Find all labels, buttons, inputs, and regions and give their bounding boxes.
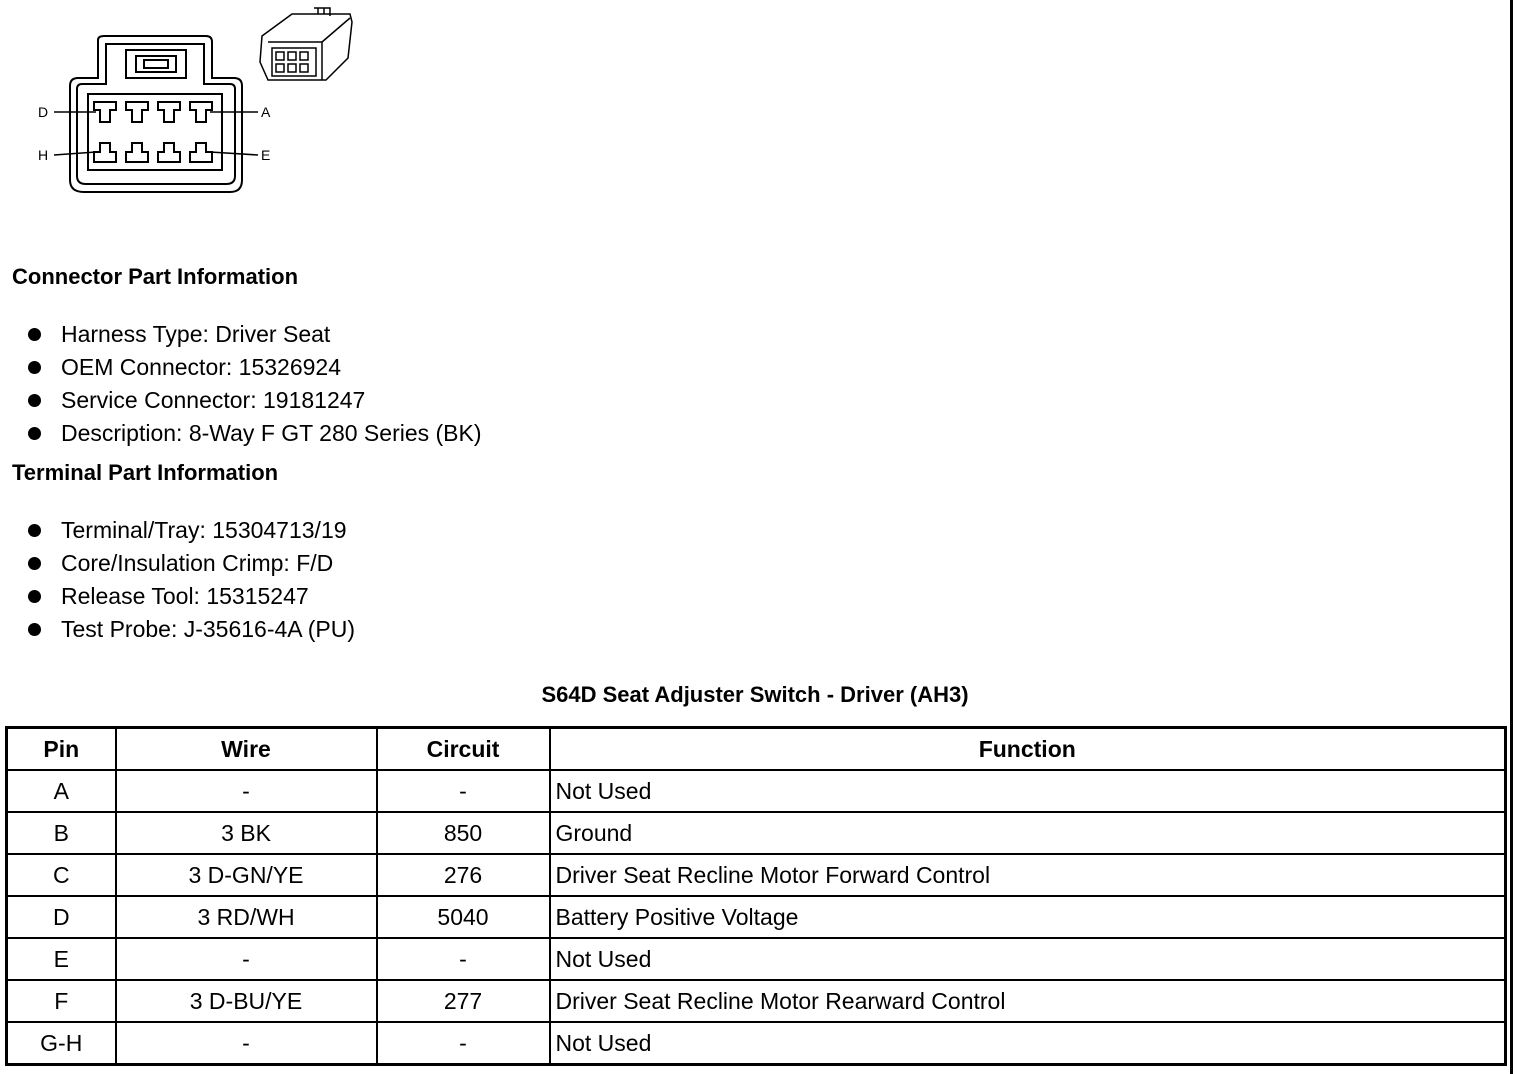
function-cell: Battery Positive Voltage	[550, 896, 1506, 938]
terminal-part-info-list	[28, 514, 355, 646]
terminal-part-info-heading: Terminal Part Information	[12, 460, 279, 485]
function-cell: Driver Seat Recline Motor Rearward Control	[550, 980, 1506, 1022]
connector-3d-icon	[260, 8, 352, 80]
pin-cell: A	[7, 770, 116, 812]
bullet-icon	[28, 590, 41, 603]
wire-cell: 3 D-BU/YE	[116, 980, 377, 1022]
bullet-icon	[28, 427, 41, 440]
bullet-icon	[28, 557, 41, 570]
pin-label-d: D	[38, 104, 49, 120]
function-cell: Not Used	[550, 938, 1506, 980]
pin-label-a: A	[261, 104, 271, 120]
list-item-text: Test Probe: J-35616-4A (PU)	[61, 616, 356, 642]
function-cell: Driver Seat Recline Motor Forward Control	[550, 854, 1506, 896]
list-item	[28, 318, 482, 351]
list-item-text: Core/Insulation Crimp: F/D	[61, 550, 334, 576]
bullet-icon	[28, 361, 41, 374]
function-cell: Ground	[550, 812, 1506, 854]
list-item-text: Service Connector: 19181247	[61, 387, 366, 413]
pin-cell: F	[7, 980, 116, 1022]
connector-part-info-list	[28, 318, 482, 450]
column-header-wire: Wire	[116, 728, 377, 771]
pinout-table	[5, 726, 1507, 1066]
list-item-text: OEM Connector: 15326924	[61, 354, 342, 380]
list-item-text: Harness Type: Driver Seat	[61, 321, 331, 347]
pin-cell: E	[7, 938, 116, 980]
list-item	[28, 384, 482, 417]
column-header-function: Function	[550, 728, 1506, 771]
page-right-border	[1510, 0, 1513, 1074]
table-header-row	[7, 728, 1506, 771]
table-title: S64D Seat Adjuster Switch - Driver (AH3)	[541, 682, 969, 707]
connector-part-info-heading: Connector Part Information	[12, 264, 299, 289]
list-item	[28, 351, 482, 384]
circuit-cell: -	[377, 938, 550, 980]
table-row	[7, 854, 1506, 896]
wire-cell: -	[116, 1022, 377, 1065]
circuit-cell: 277	[377, 980, 550, 1022]
wire-cell: -	[116, 938, 377, 980]
pin-label-e: E	[261, 147, 271, 163]
list-item	[28, 514, 355, 547]
bullet-icon	[28, 524, 41, 537]
list-item-text: Description: 8-Way F GT 280 Series (BK)	[61, 420, 482, 446]
bullet-icon	[28, 394, 41, 407]
circuit-cell: 276	[377, 854, 550, 896]
list-item-text: Release Tool: 15315247	[61, 583, 309, 609]
pin-label-h: H	[38, 147, 49, 163]
wire-cell: -	[116, 770, 377, 812]
pin-cell: C	[7, 854, 116, 896]
wire-cell: 3 BK	[116, 812, 377, 854]
table-row	[7, 770, 1506, 812]
table-row	[7, 938, 1506, 980]
list-item	[28, 547, 355, 580]
column-header-pin: Pin	[7, 728, 116, 771]
list-item	[28, 580, 355, 613]
column-header-circuit: Circuit	[377, 728, 550, 771]
pin-cell: G-H	[7, 1022, 116, 1065]
table-row	[7, 812, 1506, 854]
bullet-icon	[28, 328, 41, 341]
list-item	[28, 613, 355, 646]
pin-cell: B	[7, 812, 116, 854]
table-row	[7, 896, 1506, 938]
function-cell: Not Used	[550, 1022, 1506, 1065]
circuit-cell: 5040	[377, 896, 550, 938]
connector-face-icon	[54, 36, 258, 192]
circuit-cell: -	[377, 1022, 550, 1065]
wire-cell: 3 RD/WH	[116, 896, 377, 938]
pin-cell: D	[7, 896, 116, 938]
table-row	[7, 980, 1506, 1022]
connector-diagram	[30, 0, 370, 200]
list-item	[28, 417, 482, 450]
bullet-icon	[28, 623, 41, 636]
wire-cell: 3 D-GN/YE	[116, 854, 377, 896]
circuit-cell: 850	[377, 812, 550, 854]
list-item-text: Terminal/Tray: 15304713/19	[61, 517, 347, 543]
function-cell: Not Used	[550, 770, 1506, 812]
table-row	[7, 1022, 1506, 1065]
circuit-cell: -	[377, 770, 550, 812]
